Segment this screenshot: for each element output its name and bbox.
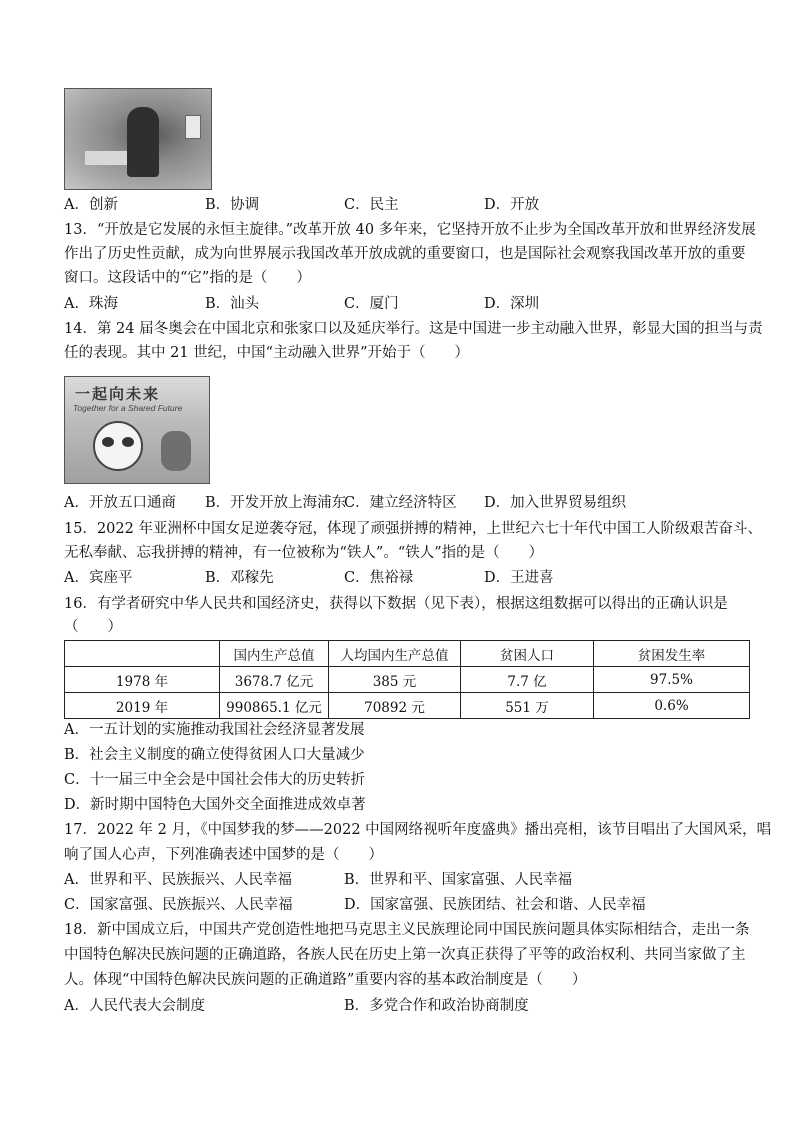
q16-option-a[interactable]: A．一五计划的实施推动我国社会经济显著发展 xyxy=(64,722,365,738)
q14-option-d[interactable]: D．加入世界贸易组织 xyxy=(484,495,627,511)
q17-option-d[interactable]: D．国家富强、民族团结、社会和谐、人民幸福 xyxy=(344,897,646,913)
q13-text-line-2: 作出了历史性贡献，成为向世界展示我国改革开放成就的重要窗口，也是国际社会观察我国改革开放的重要 xyxy=(64,246,746,262)
q13-option-a[interactable]: A．珠海 xyxy=(64,296,118,312)
q15-option-a[interactable]: A．宾座平 xyxy=(64,570,133,586)
q14-text-line-1: 14．第 24 届冬奥会在中国北京和张家口以及延庆举行。这是中国进一步主动融入世界，彰显大国的担当与责 xyxy=(64,321,763,337)
photo-caption-en: Together for a Shared Future xyxy=(73,403,183,413)
table-cell: 0.6% xyxy=(594,693,750,719)
q12-option-d[interactable]: D．开放 xyxy=(484,197,540,213)
q18-text-line-1: 18．新中国成立后，中国共产党创造性地把马克思主义民族理论同中国民族问题具体实际相结合，走出一条 xyxy=(64,922,750,938)
table-cell: 385 元 xyxy=(329,667,461,693)
q15-option-b[interactable]: B．邓稼先 xyxy=(205,570,274,586)
table-cell: 3678.7 亿元 xyxy=(220,667,329,693)
table-header-cell xyxy=(65,641,220,667)
q13-option-d[interactable]: D．深圳 xyxy=(484,296,540,312)
q15-option-c[interactable]: C．焦裕禄 xyxy=(344,570,414,586)
q14-text-line-2: 任的表现。其中 21 世纪，中国“主动融入世界”开始于（ ） xyxy=(64,345,469,361)
q13-option-c[interactable]: C．厦门 xyxy=(344,296,399,312)
q16-text-line-1: 16．有学者研究中华人民共和国经济史，获得以下数据（见下表），根据这组数据可以得出的正确认识是 xyxy=(64,596,728,612)
table-row xyxy=(65,667,750,693)
table-cell: 990865.1 亿元 xyxy=(220,693,329,719)
table-cell: 7.7 亿 xyxy=(461,667,594,693)
table-cell: 1978 年 xyxy=(65,667,220,693)
table-header-cell: 贫困人口 xyxy=(461,641,594,667)
q18-text-line-3: 人。体现“中国特色解决民族问题的正确道路”重要内容的基本政治制度是（ ） xyxy=(64,972,587,988)
q14-photo xyxy=(64,376,210,484)
q18-option-a[interactable]: A．人民代表大会制度 xyxy=(64,998,205,1014)
q12-option-c[interactable]: C．民主 xyxy=(344,197,399,213)
table-header-cell: 人均国内生产总值 xyxy=(329,641,461,667)
q15-option-d[interactable]: D．王进喜 xyxy=(484,570,554,586)
q16-data-table xyxy=(64,640,750,719)
photo-frame xyxy=(185,115,201,139)
mascot-lantern-icon xyxy=(161,431,191,471)
q14-option-a[interactable]: A．开放五口通商 xyxy=(64,495,176,511)
q18-option-b[interactable]: B．多党合作和政治协商制度 xyxy=(344,998,529,1014)
table-header-cell: 贫困发生率 xyxy=(594,641,750,667)
mascot-panda-icon xyxy=(93,421,143,471)
q16-option-d[interactable]: D．新时期中国特色大国外交全面推进成效卓著 xyxy=(64,797,366,813)
q17-option-b[interactable]: B．世界和平、国家富强、人民幸福 xyxy=(344,872,573,888)
q13-option-b[interactable]: B．汕头 xyxy=(205,296,260,312)
table-cell: 97.5% xyxy=(594,667,750,693)
q12-option-b[interactable]: B．协调 xyxy=(205,197,260,213)
table-cell: 2019 年 xyxy=(65,693,220,719)
q16-option-b[interactable]: B．社会主义制度的确立使得贫困人口大量减少 xyxy=(64,747,365,763)
q16-text-line-2: （ ） xyxy=(64,619,122,635)
q17-text-line-1: 17．2022 年 2 月，《中国梦我的梦——2022 中国网络视听年度盛典》播出亮相，该节目唱出了大国风采，唱 xyxy=(64,822,772,838)
q15-text-line-2: 无私奉献、忘我拼搏的精神，有一位被称为“铁人”。“铁人”指的是（ ） xyxy=(64,545,544,561)
q13-text-line-3: 窗口。这段话中的“它”指的是（ ） xyxy=(64,270,311,286)
q17-text-line-2: 响了国人心声，下列准确表述中国梦的是（ ） xyxy=(64,847,383,863)
q13-text-line-1: 13．“开放是它发展的永恒主旋律。”改革开放 40 多年来，它坚持开放不止步为全国改革开放和世界经济发展 xyxy=(64,222,756,238)
table-header-row xyxy=(65,641,750,667)
q14-option-c[interactable]: C．建立经济特区 xyxy=(344,495,457,511)
table-header-cell: 国内生产总值 xyxy=(220,641,329,667)
table-cell: 70892 元 xyxy=(329,693,461,719)
q12-option-a[interactable]: A．创新 xyxy=(64,197,118,213)
photo-person xyxy=(127,107,159,177)
q14-option-b[interactable]: B．开发开放上海浦东 xyxy=(205,495,347,511)
photo-caption-cn: 一起向未来 xyxy=(75,385,161,403)
table-row xyxy=(65,693,750,719)
q18-text-line-2: 中国特色解决民族问题的正确道路，各族人民在历史上第一次真正获得了平等的政治权利、共同当家做了主 xyxy=(64,947,746,963)
q15-text-line-1: 15．2022 年亚洲杯中国女足逆袭夺冠，体现了顽强拼搏的精神，上世纪六七十年代中国工人阶级艰苦奋斗、 xyxy=(64,521,762,537)
q17-option-c[interactable]: C．国家富强、民族振兴、人民幸福 xyxy=(64,897,293,913)
q16-option-c[interactable]: C．十一届三中全会是中国社会伟大的历史转折 xyxy=(64,772,366,788)
table-cell: 551 万 xyxy=(461,693,594,719)
q12-photo xyxy=(64,88,212,190)
q17-option-a[interactable]: A．世界和平、民族振兴、人民幸福 xyxy=(64,872,292,888)
